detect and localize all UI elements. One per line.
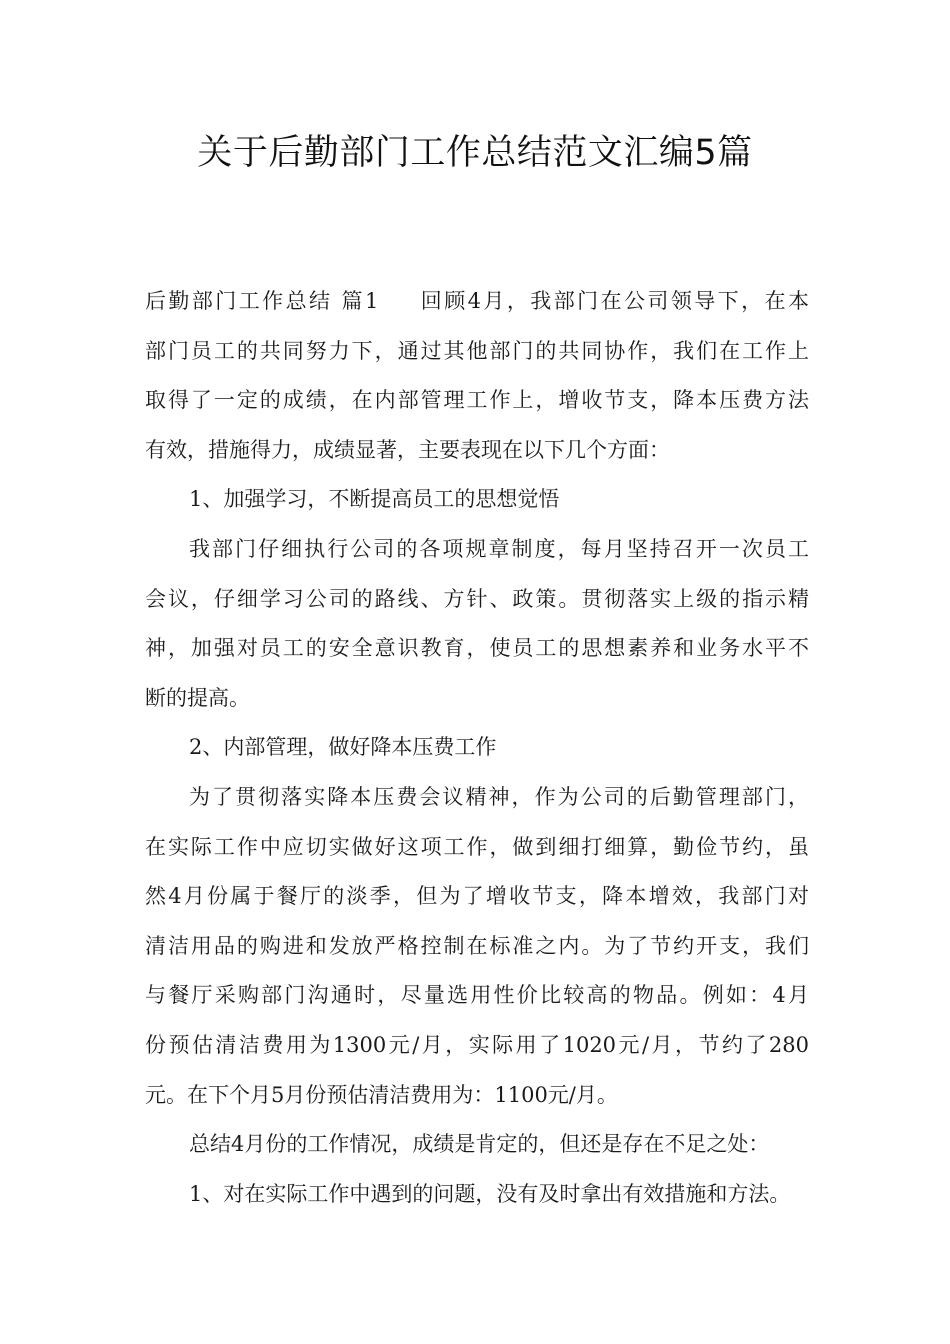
- text-line-7: 会议，仔细学习公司的路线、方针、政策。贯彻落实上级的指示精: [145, 586, 809, 611]
- text-line-15: 与餐厅采购部门沟通时，尽量选用性价比较高的物品。例如：4月: [145, 983, 809, 1008]
- document-body: [145, 277, 809, 1219]
- paragraph-start: 回顾4月，我部门在公司领导下，在本: [418, 289, 810, 313]
- section-heading: 后勤部门工作总结 篇1: [145, 289, 379, 313]
- text-line-2: 部门员工的共同努力下，通过其他部门的共同协作，我们在工作上: [145, 338, 809, 363]
- subheading-1: 1、加强学习，不断提高员工的思想觉悟: [189, 487, 560, 512]
- text-line-18: 总结4月份的工作情况，成绩是肯定的，但还是存在不足之处：: [189, 1132, 770, 1157]
- text-line-9: 断的提高。: [145, 685, 250, 710]
- text-line-12: 在实际工作中应切实做好这项工作，做到细打细算，勤俭节约，虽: [145, 834, 809, 859]
- text-line-19: 1、对在实际工作中遇到的问题，没有及时拿出有效措施和方法。: [189, 1181, 791, 1206]
- text-line-6: 我部门仔细执行公司的各项规章制度，每月坚持召开一次员工: [189, 536, 809, 561]
- text-line-8: 神，加强对员工的安全意识教育，使员工的思想素养和业务水平不: [145, 636, 809, 661]
- text-line-17: 元。在下个月5月份预估清洁费用为：1100元/月。: [145, 1082, 618, 1107]
- text-line-3: 取得了一定的成绩，在内部管理工作上，增收节支，降本压费方法: [145, 388, 809, 413]
- text-line-14: 清洁用品的购进和发放严格控制在标准之内。为了节约开支，我们: [145, 933, 809, 958]
- text-line-1: [145, 277, 809, 327]
- subheading-2: 2、内部管理，做好降本压费工作: [189, 735, 497, 760]
- document-title: 关于后勤部门工作总结范文汇编5篇: [197, 133, 753, 173]
- text-line-11: 为了贯彻落实降本压费会议精神，作为公司的后勤管理部门，: [189, 784, 809, 809]
- text-line-13: 然4月份属于餐厅的淡季，但为了增收节支，降本增效，我部门对: [145, 884, 809, 909]
- text-line-4: 有效，措施得力，成绩显著，主要表现在以下几个方面：: [145, 437, 670, 462]
- text-line-16: 份预估清洁费用为1300元/月，实际用了1020元/月，节约了280: [145, 1032, 809, 1057]
